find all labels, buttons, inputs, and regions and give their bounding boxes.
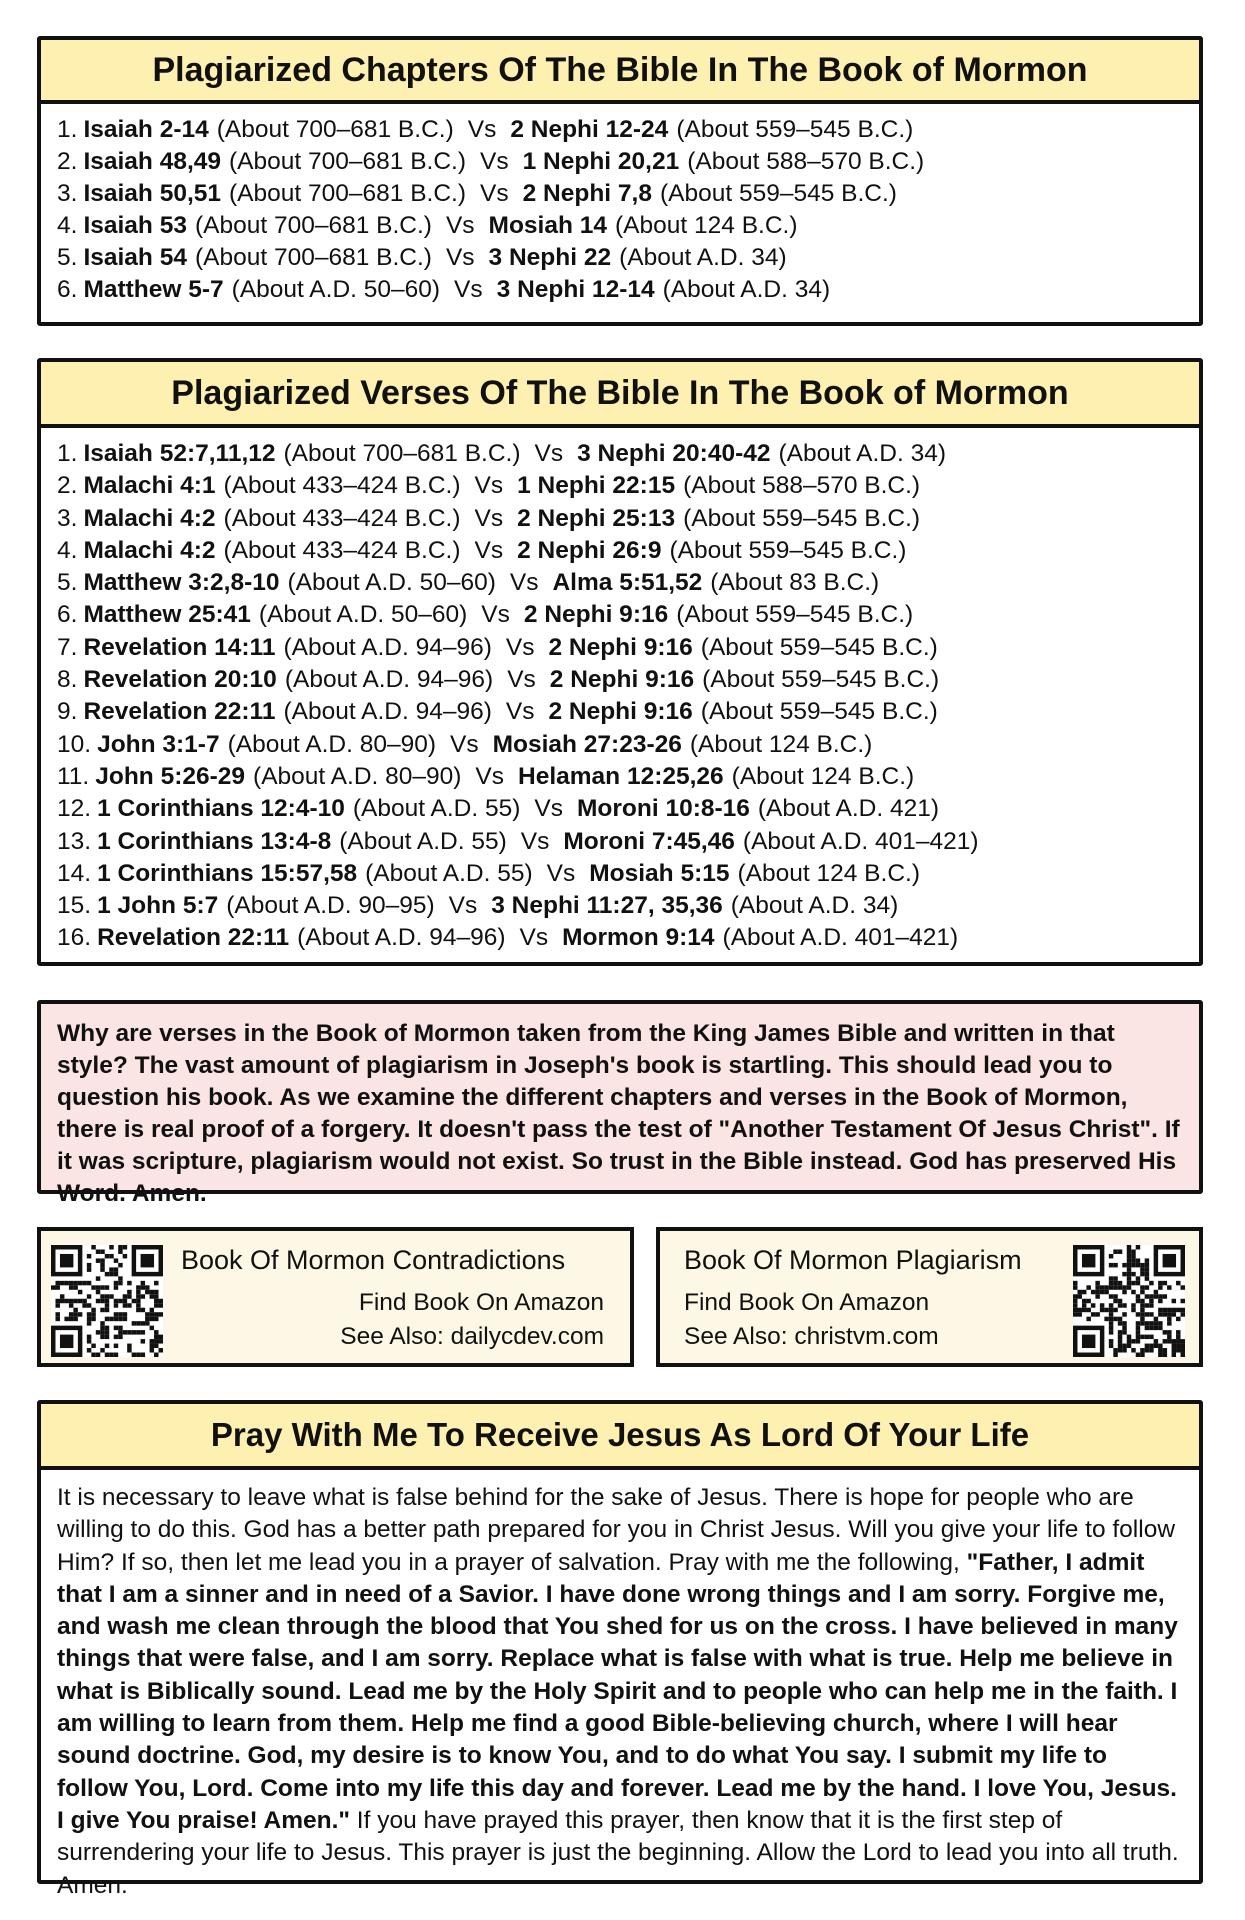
- prayer-text: [41, 1470, 1199, 1902]
- versus-label: Vs: [481, 601, 510, 629]
- bible-date: (About A.D. 55): [352, 795, 521, 823]
- bible-date: (About A.D. 55): [339, 827, 507, 855]
- bible-date: (About A.D. 94–96): [297, 924, 506, 952]
- item-number: 3.: [57, 504, 78, 532]
- chapters-section: [37, 36, 1203, 326]
- item-number: 5.: [57, 244, 78, 271]
- list-item: [57, 664, 1185, 696]
- bible-reference: Matthew 25:41: [83, 601, 251, 629]
- bible-date: (About A.D. 50–60): [258, 601, 468, 629]
- bible-reference: Revelation 14:11: [83, 633, 276, 661]
- mormon-date: (About A.D. 34): [619, 244, 787, 271]
- mormon-reference: Mosiah 14: [488, 212, 608, 239]
- bible-reference: Revelation 20:10: [83, 666, 277, 694]
- qr-code-icon[interactable]: [51, 1245, 163, 1357]
- mormon-reference: 3 Nephi 20:40-42: [577, 440, 771, 467]
- versus-label: Vs: [534, 440, 564, 467]
- mormon-reference: 1 Nephi 22:15: [517, 472, 676, 500]
- mormon-date: (About A.D. 34): [778, 440, 946, 467]
- qr-card-amazon: Find Book On Amazon: [358, 1289, 604, 1316]
- versus-label: Vs: [519, 924, 549, 952]
- mormon-reference: Mosiah 5:15: [589, 859, 730, 887]
- prayer-outro: If you have prayed this prayer, then know that it is the first step of surrendering your life to Jesus. This prayer is just the beginning. Allow the Lord to lead you into all truth. Amen.: [57, 1806, 1179, 1899]
- qr-card-website[interactable]: See Also: dailycdev.com: [340, 1323, 604, 1350]
- chapters-title: Plagiarized Chapters Of The Bible In The Book of Mormon: [41, 40, 1199, 104]
- mormon-date: (About 559–545 B.C.): [676, 601, 914, 629]
- bible-date: (About 433–424 B.C.): [223, 472, 461, 500]
- mormon-reference: Alma 5:51,52: [552, 569, 703, 597]
- bible-date: (About 700–681 B.C.): [229, 180, 467, 207]
- verses-section: [37, 358, 1203, 966]
- bible-date: (About A.D. 94–96): [283, 633, 492, 661]
- qr-card-amazon: Find Book On Amazon: [684, 1289, 930, 1316]
- prayer-section: [37, 1400, 1203, 1899]
- versus-label: Vs: [475, 762, 505, 790]
- item-number: 6.: [57, 601, 78, 629]
- mormon-reference: 2 Nephi 12-24: [510, 116, 669, 143]
- versus-label: Vs: [474, 536, 504, 564]
- mormon-date: (About 124 B.C.): [689, 730, 873, 758]
- item-number: 1.: [57, 440, 78, 467]
- mormon-date: (About 559–545 B.C.): [683, 504, 921, 532]
- bible-reference: Revelation 22:11: [83, 698, 276, 726]
- bible-reference: John 5:26-29: [95, 762, 246, 790]
- list-item: [57, 599, 1185, 631]
- versus-label: Vs: [467, 116, 497, 143]
- mormon-reference: 2 Nephi 7,8: [522, 180, 652, 207]
- bible-reference: Isaiah 2-14: [83, 116, 209, 143]
- warning-paragraph: Why are verses in the Book of Mormon taken from the King James Bible and written in that style? The vast amount of plagiarism in Joseph's book is startling. This should lead you to question his book. As we examine the different chapters and verses in the Book of Mormon, there is real proof of a forgery. It doesn't pass the test of "Another Testament Of Jesus Christ". If it was scripture, plagiarism would not exist. So trust in the Bible instead. God has preserved His Word. Amen.: [37, 1000, 1203, 1194]
- list-item: [57, 922, 1185, 954]
- bible-date: (About A.D. 94–96): [284, 666, 494, 694]
- qr-card-website[interactable]: See Also: christvm.com: [684, 1323, 939, 1350]
- bible-reference: 1 Corinthians 13:4-8: [97, 827, 332, 855]
- item-number: 1.: [57, 116, 78, 143]
- mormon-reference: 2 Nephi 26:9: [517, 536, 662, 564]
- item-number: 4.: [57, 212, 78, 239]
- qr-card-title: Book Of Mormon Contradictions: [181, 1245, 566, 1275]
- qr-card-contradictions: [37, 1227, 634, 1367]
- bible-reference: Isaiah 52:7,11,12: [83, 440, 276, 467]
- item-number: 4.: [57, 536, 78, 564]
- mormon-date: (About A.D. 34): [662, 276, 831, 303]
- list-item: [57, 890, 1185, 922]
- versus-label: Vs: [505, 633, 535, 661]
- mormon-date: (About A.D. 401–421): [722, 924, 959, 952]
- bible-date: (About 433–424 B.C.): [223, 536, 461, 564]
- mormon-reference: 3 Nephi 11:27, 35,36: [491, 892, 723, 920]
- qr-code-icon[interactable]: [1073, 1245, 1185, 1357]
- mormon-date: (About 559–545 B.C.): [700, 633, 938, 661]
- bible-reference: Malachi 4:1: [83, 472, 216, 500]
- bible-date: (About A.D. 90–95): [226, 892, 435, 920]
- list-item: [57, 210, 1185, 242]
- versus-label: Vs: [534, 795, 563, 823]
- prayer-title: Pray With Me To Receive Jesus As Lord Of Your Life: [41, 1404, 1199, 1470]
- item-number: 10.: [57, 730, 92, 758]
- bible-reference: 1 Corinthians 15:57,58: [97, 859, 358, 887]
- verses-title: Plagiarized Verses Of The Bible In The Book of Mormon: [41, 362, 1199, 428]
- mormon-date: (About 124 B.C.): [737, 859, 920, 887]
- mormon-reference: Helaman 12:25,26: [518, 762, 724, 790]
- list-item: [57, 632, 1185, 664]
- mormon-reference: Moroni 10:8-16: [576, 795, 750, 823]
- bible-reference: Revelation 22:11: [97, 924, 290, 952]
- mormon-reference: 2 Nephi 9:16: [548, 633, 693, 661]
- bible-reference: Matthew 3:2,8-10: [83, 569, 280, 597]
- list-item: [57, 858, 1185, 890]
- list-item: [57, 438, 1185, 470]
- qr-card-plagiarism: [656, 1227, 1203, 1367]
- item-number: 8.: [57, 666, 78, 694]
- mormon-date: (About A.D. 34): [730, 892, 899, 920]
- mormon-reference: 2 Nephi 9:16: [523, 601, 669, 629]
- bible-reference: Matthew 5-7: [83, 276, 224, 303]
- versus-label: Vs: [509, 569, 539, 597]
- versus-label: Vs: [474, 472, 504, 500]
- list-item: [57, 567, 1185, 599]
- bible-date: (About A.D. 94–96): [283, 698, 492, 726]
- versus-label: Vs: [546, 859, 576, 887]
- item-number: 9.: [57, 698, 78, 726]
- versus-label: Vs: [480, 180, 509, 207]
- item-number: 14.: [57, 859, 92, 887]
- qr-card-title: Book Of Mormon Plagiarism: [684, 1245, 1022, 1275]
- mormon-reference: Mosiah 27:23-26: [492, 730, 682, 758]
- bible-reference: John 3:1-7: [97, 730, 220, 758]
- chapters-list: [41, 104, 1199, 306]
- list-item: [57, 793, 1185, 825]
- versus-label: Vs: [507, 666, 536, 694]
- mormon-reference: Mormon 9:14: [562, 924, 715, 952]
- item-number: 12.: [57, 795, 92, 823]
- mormon-date: (About A.D. 401–421): [742, 827, 979, 855]
- bible-reference: Malachi 4:2: [83, 536, 216, 564]
- versus-label: Vs: [445, 244, 475, 271]
- item-number: 2.: [57, 472, 78, 500]
- bible-date: (About 700–681 B.C.): [283, 440, 521, 467]
- mormon-date: (About 559–545 B.C.): [700, 698, 938, 726]
- bible-date: (About 700–681 B.C.): [216, 116, 454, 143]
- bible-reference: Isaiah 54: [83, 244, 187, 271]
- list-item: [57, 470, 1185, 502]
- versus-label: Vs: [445, 212, 475, 239]
- mormon-date: (About A.D. 421): [757, 795, 940, 823]
- mormon-reference: 2 Nephi 9:16: [548, 698, 693, 726]
- mormon-date: (About 588–570 B.C.): [683, 472, 921, 500]
- versus-label: Vs: [448, 892, 478, 920]
- bible-reference: Malachi 4:2: [83, 504, 216, 532]
- list-item: [57, 696, 1185, 728]
- mormon-date: (About 124 B.C.): [731, 762, 915, 790]
- bible-date: (About 700–681 B.C.): [229, 148, 467, 175]
- mormon-reference: 2 Nephi 9:16: [549, 666, 695, 694]
- list-item: [57, 761, 1185, 793]
- mormon-reference: 3 Nephi 12-14: [496, 276, 655, 303]
- list-item: [57, 178, 1185, 210]
- item-number: 15.: [57, 892, 92, 920]
- versus-label: Vs: [449, 730, 479, 758]
- item-number: 11.: [57, 762, 90, 790]
- item-number: 2.: [57, 148, 78, 175]
- list-item: [57, 146, 1185, 178]
- prayer-body: "Father, I admit that I am a sinner and in need of a Savior. I have done wrong things and I am sorry. Forgive me, and wash me clean through the blood that You shed for us on the cross. I have believed in many things that were false, and I am sorry. Replace what is false with what is true. Help me believe in what is Biblically sound. Lead me by the Holy Spirit and to people who can help me in the faith. I am willing to learn from them. Help me find a good Bible-believing church, where I will hear sound doctrine. God, my desire is to know You, and to do what You say. I submit my life to follow You, Lord. Come into my life this day and forever. Lead me by the hand. I love You, Jesus. I give You praise! Amen.": [57, 1548, 1178, 1834]
- bible-date: (About 700–681 B.C.): [194, 244, 432, 271]
- list-item: [57, 114, 1185, 146]
- bible-date: (About A.D. 80–90): [253, 762, 462, 790]
- mormon-date: (About 559–545 B.C.): [702, 666, 940, 694]
- prayer-intro: It is necessary to leave what is false behind for the sake of Jesus. There is hope for people who are willing to do this. God has a better path prepared for you in Christ Jesus. Will you give your life to follow Him? If so, then let me lead you in a prayer of salvation. Pray with me the following,: [57, 1484, 1176, 1576]
- bible-reference: Isaiah 53: [83, 212, 187, 239]
- versus-label: Vs: [474, 504, 504, 532]
- item-number: 6.: [57, 276, 78, 303]
- list-item: [57, 503, 1185, 535]
- bible-date: (About A.D. 55): [365, 859, 533, 887]
- list-item: [57, 729, 1185, 761]
- bible-reference: 1 Corinthians 12:4-10: [97, 795, 345, 823]
- verses-list: [41, 428, 1199, 955]
- item-number: 16.: [57, 924, 92, 952]
- bible-date: (About 700–681 B.C.): [194, 212, 432, 239]
- versus-label: Vs: [454, 276, 483, 303]
- mormon-reference: 2 Nephi 25:13: [517, 504, 676, 532]
- mormon-date: (About 124 B.C.): [615, 212, 798, 239]
- mormon-reference: Moroni 7:45,46: [563, 827, 735, 855]
- bible-reference: 1 John 5:7: [97, 892, 219, 920]
- mormon-date: (About 588–570 B.C.): [687, 148, 925, 175]
- list-item: [57, 242, 1185, 274]
- mormon-date: (About 559–545 B.C.): [659, 180, 897, 207]
- list-item: [57, 826, 1185, 858]
- versus-label: Vs: [520, 827, 550, 855]
- mormon-reference: 1 Nephi 20,21: [522, 148, 680, 175]
- mormon-date: (About 559–545 B.C.): [669, 536, 907, 564]
- list-item: [57, 274, 1185, 306]
- item-number: 7.: [57, 633, 78, 661]
- bible-date: (About A.D. 50–60): [287, 569, 496, 597]
- bible-date: (About 433–424 B.C.): [223, 504, 461, 532]
- item-number: 5.: [57, 569, 78, 597]
- mormon-date: (About 559–545 B.C.): [676, 116, 914, 143]
- item-number: 3.: [57, 180, 78, 207]
- item-number: 13.: [57, 827, 92, 855]
- mormon-reference: 3 Nephi 22: [488, 244, 612, 271]
- bible-reference: Isaiah 48,49: [83, 148, 222, 175]
- versus-label: Vs: [480, 148, 509, 175]
- bible-date: (About A.D. 80–90): [227, 730, 436, 758]
- bible-reference: Isaiah 50,51: [83, 180, 222, 207]
- mormon-date: (About 83 B.C.): [710, 569, 880, 597]
- versus-label: Vs: [505, 698, 535, 726]
- list-item: [57, 535, 1185, 567]
- bible-date: (About A.D. 50–60): [231, 276, 441, 303]
